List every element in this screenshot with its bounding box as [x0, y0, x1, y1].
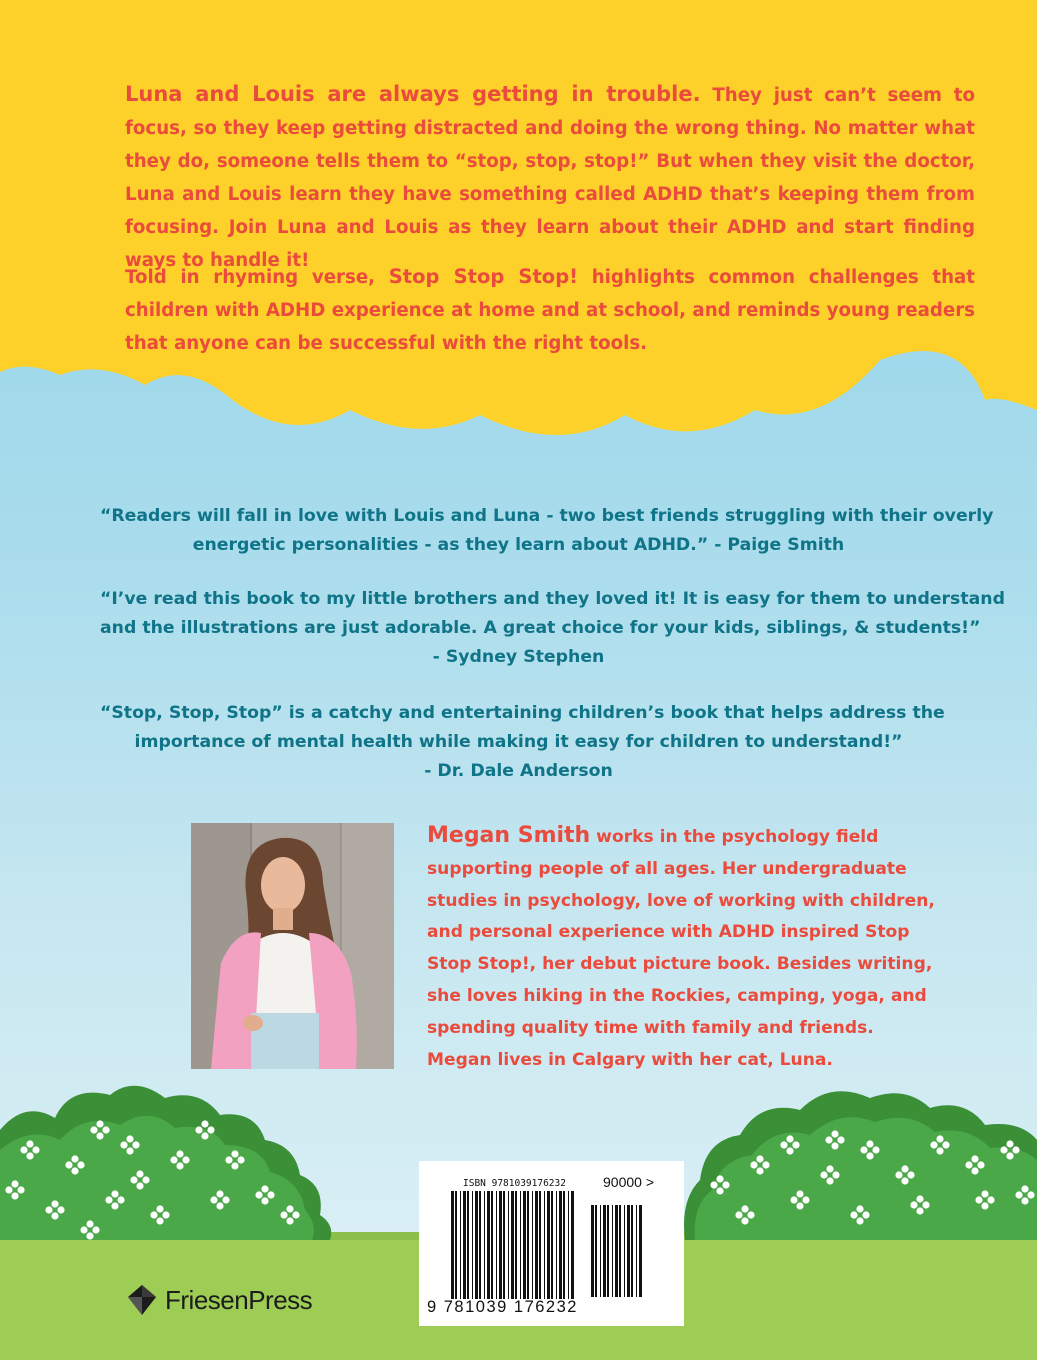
barcode-bar [455, 1191, 457, 1299]
publisher-name: FriesenPress [165, 1284, 313, 1315]
barcode-bar [527, 1191, 529, 1299]
barcode-bar [496, 1191, 497, 1299]
barcode-bar [451, 1191, 454, 1299]
barcode-bar [515, 1191, 517, 1299]
barcode-bar [591, 1205, 594, 1297]
review-paige-smith [100, 502, 994, 560]
barcode-bar [615, 1205, 618, 1297]
barcode-bar [639, 1205, 642, 1297]
review-line: and the illustrations are just adorable. A great choice for your kids, siblings, & students!” [100, 618, 981, 638]
review-line: energetic personalities - as they learn about ADHD.” - Paige Smith [192, 535, 845, 555]
barcode-bar [463, 1191, 466, 1299]
bio-line: supporting people of all ages. Her undergraduate [427, 858, 907, 879]
barcode-bar [551, 1191, 553, 1299]
barcode-bar [600, 1205, 601, 1297]
price-code: 90000 > [603, 1174, 654, 1190]
barcode-bar [503, 1191, 505, 1299]
review-line: importance of mental health while making it easy for children to understand!” [134, 732, 903, 752]
bio-line: Megan lives in Calgary with her cat, Luna. [427, 1049, 833, 1070]
barcode-bar [603, 1205, 606, 1297]
barcode-bar [595, 1205, 597, 1297]
barcode-bar [475, 1191, 478, 1299]
bio-line: spending quality time with family and friends. [427, 1017, 874, 1038]
barcode-bar [479, 1191, 481, 1299]
review-line: “Stop, Stop, Stop” is a catchy and entertaining children’s book that helps address the [100, 703, 945, 723]
publisher-logo [127, 1282, 312, 1318]
barcode-bar [484, 1191, 485, 1299]
blurb-body: They just can’t seem to focus, so they keep getting distracted and doing the wrong thing. No matter what they do, someone tells them to “stop, stop, stop!” But when they visit the doctor, Luna and Louis learn they have something called ADHD that’s keeping them from focusing. Join Luna and Louis as they learn about their ADHD and start finding ways to handle it! [125, 85, 975, 271]
barcode-bar [508, 1191, 509, 1299]
blurb-paragraph-1 [125, 78, 975, 277]
barcode-bar [631, 1205, 633, 1297]
bio-line: studies in psychology, love of working with children, [427, 890, 935, 911]
isbn-digits: 9 781039 176232 [427, 1298, 578, 1316]
barcode-bar [544, 1191, 545, 1299]
review-dale-anderson [100, 699, 945, 786]
bio-line: and personal experience with ADHD inspired Stop [427, 922, 910, 943]
barcode-bar [539, 1191, 541, 1299]
review-line: “Readers will fall in love with Louis and Luna - two best friends struggling with their overly [100, 506, 994, 526]
book-title: Stop Stop Stop! [388, 265, 579, 288]
barcode-bar [467, 1191, 469, 1299]
barcode-bar [487, 1191, 490, 1299]
blurb-body-2: highlights common challenges that children with ADHD experience at home and at school, and reminds young readers that anyone can be successful with the right tools. [125, 267, 975, 354]
author-bio [427, 820, 947, 1076]
author-name: Megan Smith [427, 823, 591, 848]
barcode-bar [535, 1191, 538, 1299]
barcode-bar [607, 1205, 609, 1297]
review-sydney-stephen [100, 585, 1005, 672]
barcode-bar [612, 1205, 613, 1297]
barcode-bar [547, 1191, 550, 1299]
barcode-bar [556, 1191, 557, 1299]
barcode-bar [499, 1191, 502, 1299]
barcode-bar [627, 1205, 630, 1297]
review-attribution: - Dr. Dale Anderson [424, 761, 613, 781]
barcode-bar [568, 1191, 569, 1299]
barcode-bar [571, 1191, 574, 1299]
barcode-bar [619, 1205, 621, 1297]
blurb-pre: Told in rhyming verse, [125, 267, 376, 288]
barcode-bar [624, 1205, 625, 1297]
bio-line: she loves hiking in the Rockies, camping, yoga, and [427, 985, 927, 1006]
barcode-bar [559, 1191, 562, 1299]
author-photo [191, 823, 394, 1069]
barcode-bar [532, 1191, 533, 1299]
barcode-bar [511, 1191, 514, 1299]
barcode-bar [460, 1191, 461, 1299]
isbn-label: ISBN 9781039176232 [463, 1178, 566, 1189]
review-attribution: - Sydney Stephen [432, 647, 605, 667]
barcode-bar [636, 1205, 637, 1297]
barcode-bar [472, 1191, 473, 1299]
barcode-bar [563, 1191, 565, 1299]
barcode-bar [491, 1191, 493, 1299]
bio-line: Stop Stop!, her debut picture book. Besides writing, [427, 954, 933, 975]
barcode-bar [520, 1191, 521, 1299]
friesenpress-logo-icon [127, 1284, 157, 1316]
blurb-lead: Luna and Louis are always getting in trouble. [125, 82, 701, 106]
barcode-bar [523, 1191, 526, 1299]
blurb-paragraph-2 [125, 260, 975, 360]
isbn-barcode [419, 1161, 684, 1326]
bio-line: works in the psychology field [596, 827, 879, 847]
review-line: “I’ve read this book to my little brothers and they loved it! It is easy for them to understand [100, 589, 1005, 609]
